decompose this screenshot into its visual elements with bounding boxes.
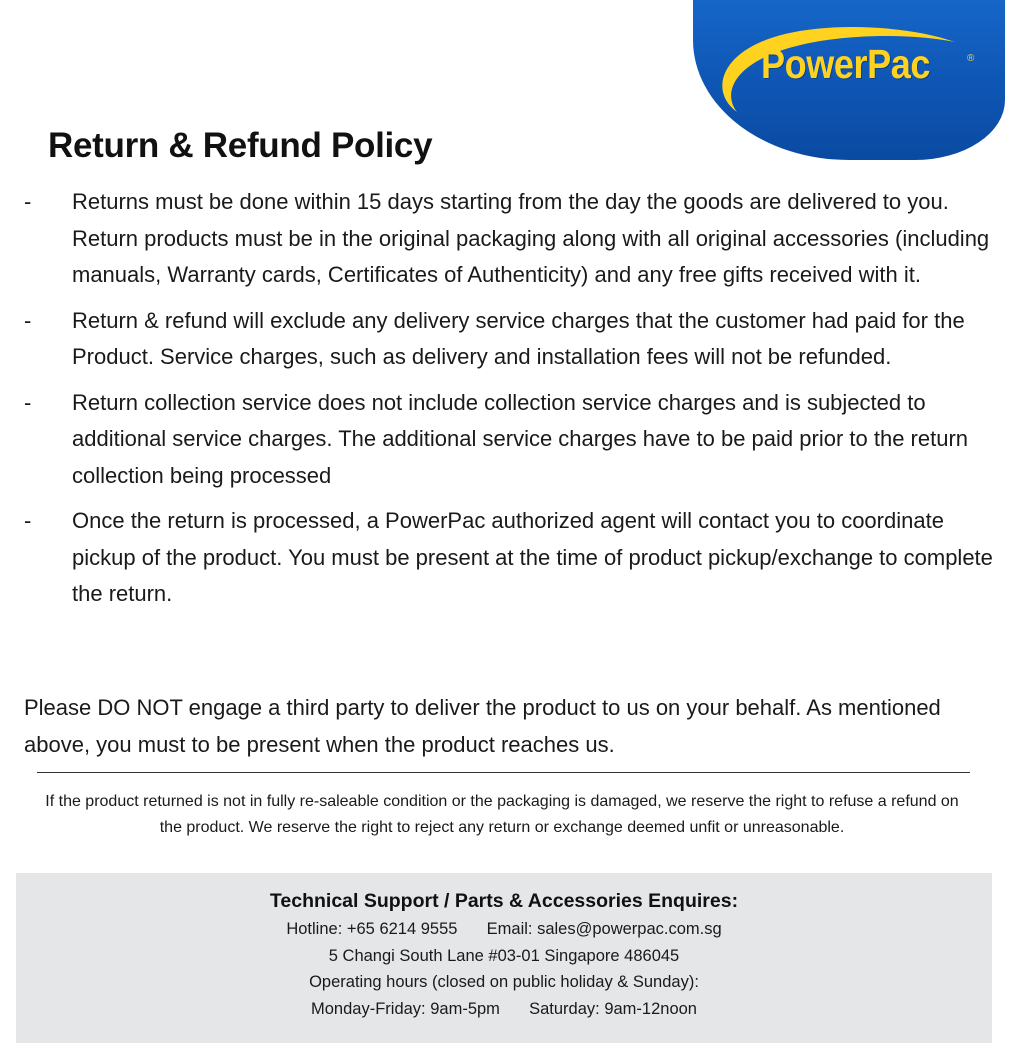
address-text: 5 Changi South Lane #03-01 Singapore 486045 — [328, 946, 680, 965]
policy-item — [0, 184, 1000, 294]
refund-disclaimer: If the product returned is not in fully re-saleable condition or the packaging is damaged, we reserve the right to refuse a refund on the product. We reserve the right to reject any return or exchange deemed unfit or unreasonable. — [45, 793, 959, 836]
email-text: Email: sales@powerpac.com.sg — [486, 920, 722, 938]
page-title: Return & Refund Policy — [48, 126, 433, 165]
policy-item — [0, 303, 1000, 376]
bullet-dash: - — [24, 189, 32, 214]
hours-line — [16, 996, 992, 1023]
policy-list — [0, 184, 1000, 622]
bullet-dash: - — [24, 307, 32, 333]
bullet-dash: - — [24, 508, 32, 533]
third-party-notice: Please DO NOT engage a third party to deliver the product to us on your behalf. As mentioned above, you must to be present when the product reaches us. — [24, 695, 941, 757]
policy-item-text: Once the return is processed, a PowerPac authorized agent will contact you to coordinate pickup of the product. You must be present at the time of product pickup/exchange to complete the return. — [72, 508, 993, 606]
registered-mark: ® — [967, 53, 975, 64]
section-divider — [37, 772, 970, 773]
contact-line — [16, 916, 992, 943]
hotline-text: Hotline: +65 6214 9555 — [286, 920, 458, 938]
support-title: Technical Support / Parts & Accessories Enquires: — [269, 890, 739, 912]
policy-item — [0, 503, 1000, 613]
hours-label: Operating hours (closed on public holiday & Sunday): — [309, 973, 699, 991]
policy-item-text: Return collection service does not include collection service charges and is subjected to additional service charges. The additional service charges have to be paid prior to the return collection being processed — [72, 389, 969, 488]
policy-item — [0, 385, 1000, 495]
policy-item-text: Return & refund will exclude any delivery service charges that the customer had paid for the Product. Service charges, such as delivery and installation fees will not be refunded. — [72, 307, 965, 369]
weekday-hours: Monday-Friday: 9am-5pm — [311, 999, 500, 1018]
logo-wordmark: PowerPac — [761, 41, 930, 87]
saturday-hours: Saturday: 9am-12noon — [529, 999, 697, 1018]
powerpac-logo — [693, 0, 1005, 160]
bullet-dash: - — [24, 389, 32, 415]
policy-item-text: Returns must be done within 15 days starting from the day the goods are delivered to you. Return products must be in the original packaging along with all original accessories (including manuals, Warranty cards, Certificates of Authenticity) and any free gifts received with it. — [72, 189, 990, 287]
support-info-box — [16, 873, 992, 1043]
